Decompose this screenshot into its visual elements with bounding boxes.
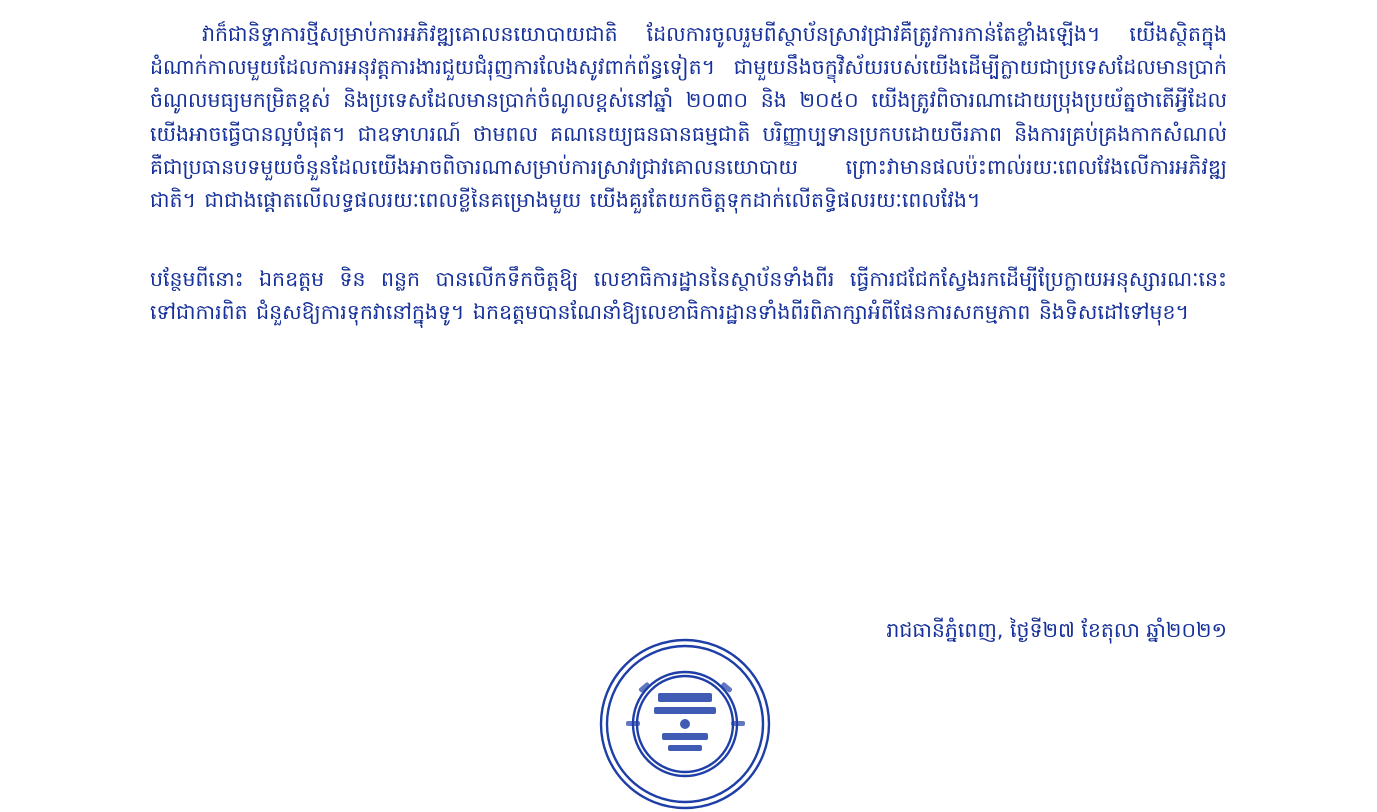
body-paragraph-2: បន្ថែមពីនោះ ឯកឧត្តម ទិន ពន្លក បានលើកទឹកចិត្តឱ្យ លេខាធិការដ្ឋាននៃស្ថាប័នទាំងពីរ ធ្វើការជជែកស្វែងរកដើម្បីប្រែក្លាយអនុស្សារណៈនេះទៅជាការពិត ជំនួសឱ្យការទុកវានៅក្នុងទូ។ ឯកឧត្តមបានណែនាំឱ្យលេខាធិការដ្ឋានទាំងពីរពិភាក្សាអំពីផែនការសកម្មភាព និងទិសដៅទៅមុខ។ [150, 267, 1227, 325]
official-seal-stamp [598, 637, 773, 812]
body-paragraph-1: វាក៏ជានិទ្ទាការថ្មីសម្រាប់ការអភិវឌ្ឍគោលនយោបាយជាតិ ដែលការចូលរួមពីស្ថាប័នស្រាវជ្រាវគឺត្រូវការកាន់តែខ្លាំងឡើង។ យើងស្ថិតក្នុងដំណាក់កាលមួយដែលការអនុវត្តការងារជួយជំរុញការលែងសូវពាក់ព័ន្ធទៀត។ ជាមួយនឹងចក្ខុវិស័យរបស់យើងដើម្បីក្លាយជាប្រទេសដែលមានប្រាក់ចំណូលមធ្យមកម្រិតខ្ពស់ និងប្រទេសដែលមានប្រាក់ចំណូលខ្ពស់នៅឆ្នាំ ២០៣០ និង ២០៥០ យើងត្រូវពិចារណាដោយប្រុងប្រយ័ត្នថាតើអ្វីដែលយើងអាចធ្វើបានល្អបំផុត។ ជាឧទាហរណ៍ ថាមពល គណនេយ្យធនធានធម្មជាតិ បរិញ្ញាប្បទានប្រកបដោយចីរភាព និងការគ្រប់គ្រងកាកសំណល់ គឺជាប្រធានបទមួយចំនួនដែលយើងអាចពិចារណាសម្រាប់ការស្រាវជ្រាវគោលនយោបាយ ព្រោះវាមានផលប៉ះពាល់រយៈពេលវែងលើការអភិវឌ្ឍជាតិ។ ជាជាងផ្តោតលើលទ្ធផលរយៈពេលខ្លីនៃគម្រោងមួយ យើងគួរតែយកចិត្តទុកដាក់លើតទ្ធិផលរយៈពេលវែង។ [150, 22, 1227, 213]
signature-block [150, 615, 1227, 646]
signature-place-date: រាជធានីភ្នំពេញ, ថ្ងៃទី២៧ ខែតុលា ឆ្នាំ២០២១ [886, 618, 1227, 642]
